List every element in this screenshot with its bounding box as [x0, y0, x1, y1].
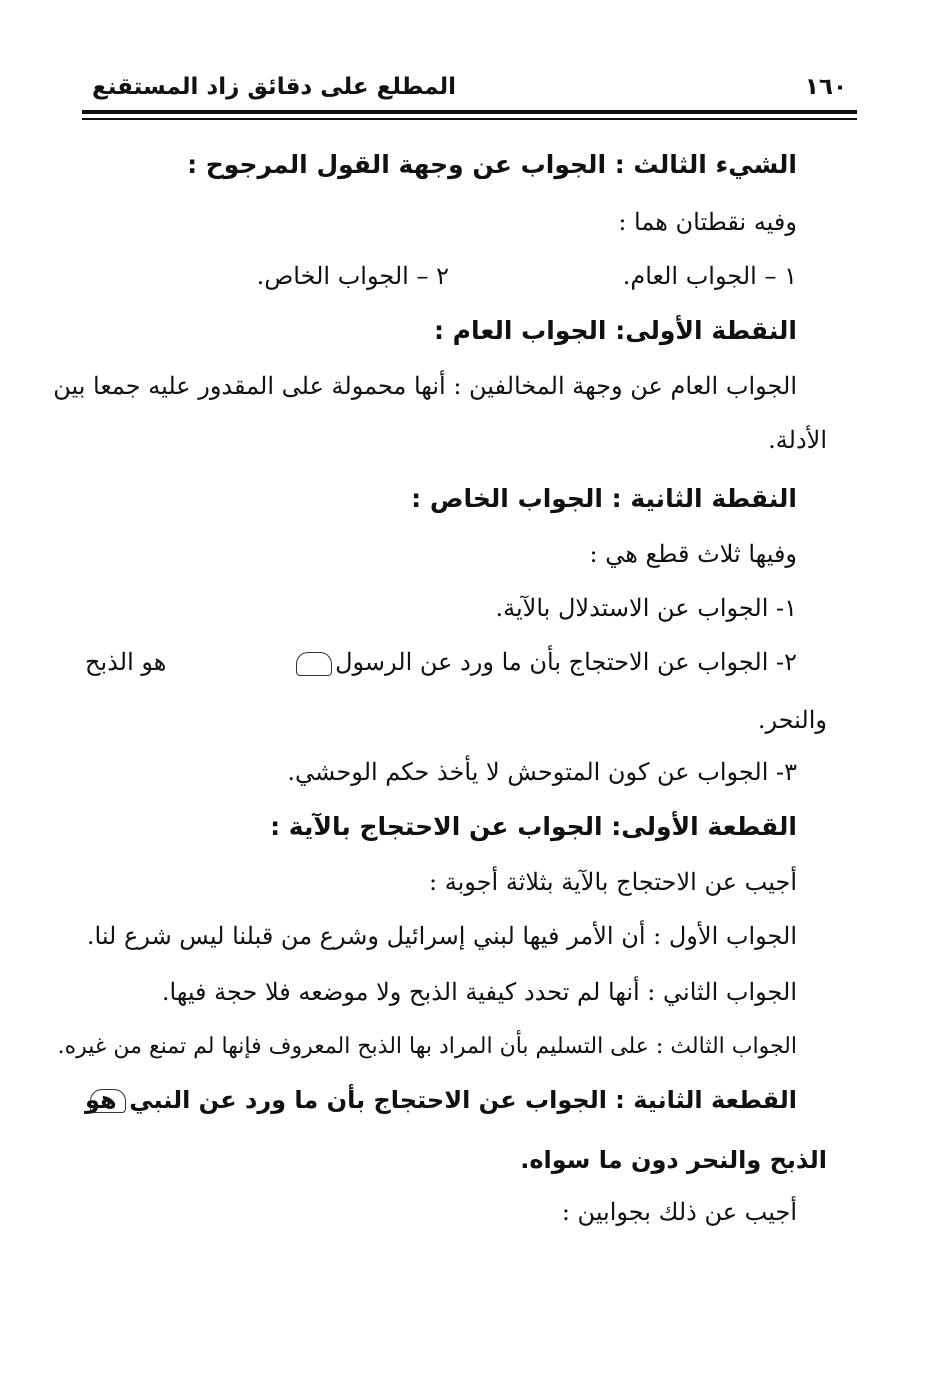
- list-item-continuation: والنحر.: [757, 706, 827, 734]
- list-item-general-answer: ١ – الجواب العام.: [622, 262, 797, 290]
- text-line: وفيها ثلاث قطع هي :: [589, 540, 797, 568]
- subheading: النقطة الثانية : الجواب الخاص :: [411, 484, 797, 513]
- paragraph-line: الجواب العام عن وجهة المخالفين : أنها محمولة على المقدور عليه جمعا بين: [53, 372, 797, 400]
- subheading-continuation: الذبح والنحر دون ما سواه.: [520, 1146, 827, 1174]
- subheading: النقطة الأولى: الجواب العام :: [433, 316, 797, 345]
- subheading: القطعة الأولى: الجواب عن الاحتجاج بالآية :: [270, 812, 797, 841]
- answer-line: الجواب الثالث : على التسليم بأن المراد بها الذبح المعروف فإنها لم تمنع من غيره.: [57, 1034, 797, 1059]
- book-title: المطلع على دقائق زاد المستقنع: [92, 74, 457, 100]
- text-line: أجيب عن ذلك بجوابين :: [561, 1198, 797, 1226]
- answer-line: الجواب الأول : أن الأمر فيها لبني إسرائيل وشرع من قبلنا ليس شرع لنا.: [86, 922, 797, 950]
- running-header: [82, 72, 857, 112]
- text-line: أجيب عن الاحتجاج بالآية بثلاثة أجوبة :: [429, 868, 797, 896]
- answer-line: الجواب الثاني : أنها لم تحدد كيفية الذبح ولا موضعه فلا حجة فيها.: [161, 978, 797, 1006]
- list-item-text-end: هو الذبح: [85, 648, 167, 676]
- list-item-text: ٢- الجواب عن الاحتجاج بأن ما ورد عن الرسول: [335, 648, 797, 676]
- subheading-text-end: هو: [85, 1086, 117, 1114]
- list-item-specific-answer: ٢ – الجواب الخاص.: [256, 262, 449, 290]
- list-item: ١- الجواب عن الاستدلال بالآية.: [495, 594, 797, 622]
- paragraph-line: الأدلة.: [768, 426, 827, 454]
- header-rule-thin: [82, 118, 857, 120]
- subheading-text: القطعة الثانية : الجواب عن الاحتجاج بأن ما ورد عن النبي: [129, 1086, 797, 1114]
- list-item: ٣- الجواب عن كون المتوحش لا يأخذ حكم الوحشي.: [287, 758, 797, 786]
- page-number: ١٦٠: [804, 74, 847, 100]
- subheading: [85, 1086, 797, 1115]
- header-rule-thick: [82, 110, 857, 114]
- salla-ligature-icon: [296, 652, 332, 676]
- text-line: وفيه نقطتان هما :: [618, 208, 797, 236]
- section-heading: الشيء الثالث : الجواب عن وجهة القول المرجوح :: [187, 150, 797, 179]
- list-item: [85, 648, 797, 677]
